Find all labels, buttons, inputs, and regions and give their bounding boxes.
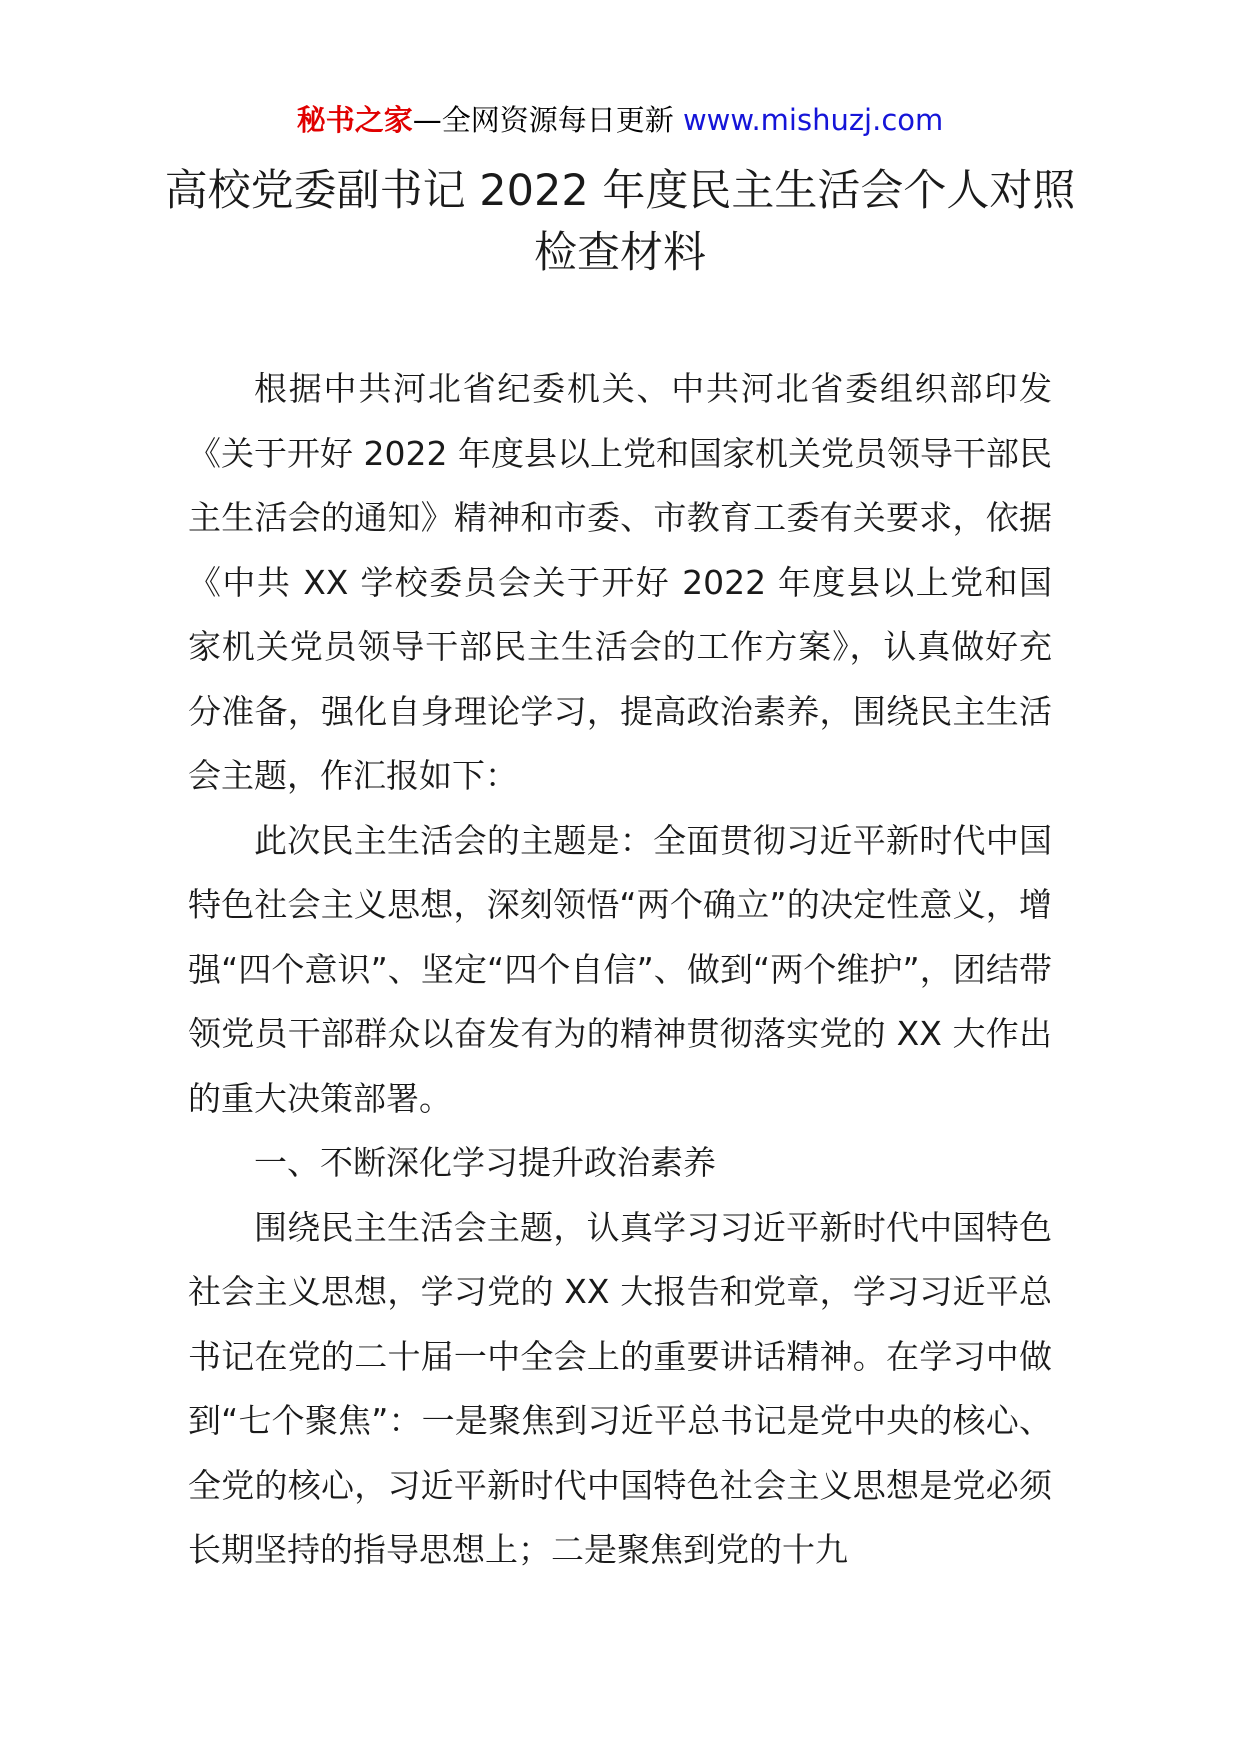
paragraph-study: 围绕民主生活会主题，认真学习习近平新时代中国特色社会主义思想，学习党的 XX 大报告和党章，学习习近平总书记在党的二十届一中全会上的重要讲话精神。在学习中做到“七个聚焦”：一是聚焦到习近平总书记是党中央的核心、全党的核心，习近平新时代中国特色社会主义思想是党必须长期坚持的指导思想上；二是聚焦到党的十九 [188,1207,1052,1569]
paragraph-theme: 此次民主生活会的主题是：全面贯彻习近平新时代中国特色社会主义思想，深刻领悟“两个确立”的决定性意义，增强“四个意识”、坚定“四个自信”、做到“两个维护”，团结带领党员干部群众以奋发有为的精神贯彻落实党的 XX 大作出的重大决策部署。 [188,820,1052,1118]
paragraph-intro: 根据中共河北省纪委机关、中共河北省委组织部印发《关于开好 2022 年度县以上党和国家机关党员领导干部民主生活会的通知》精神和市委、市教育工委有关要求，依据《中共 XX 学校委员会关于开好 2022 年度县以上党和国家机关党员领导干部民主生活会的工作方案》，认真做好充分准备，强化自身理论学习，提高政治素养，围绕民主生活会主题，作汇报如下： [188,369,1052,795]
section-heading-1: 一、不断深化学习提升政治素养 [254,1143,716,1182]
site-header [0,100,1240,140]
document-title: 高校党委副书记 2022 年度民主生活会个人对照检查材料 [164,166,1076,278]
site-url-link[interactable]: www.mishuzj.com [682,103,944,137]
document-body [188,357,1052,1583]
header-tagline: —全网资源每日更新 [412,103,683,137]
brand-name: 秘书之家 [296,103,413,137]
